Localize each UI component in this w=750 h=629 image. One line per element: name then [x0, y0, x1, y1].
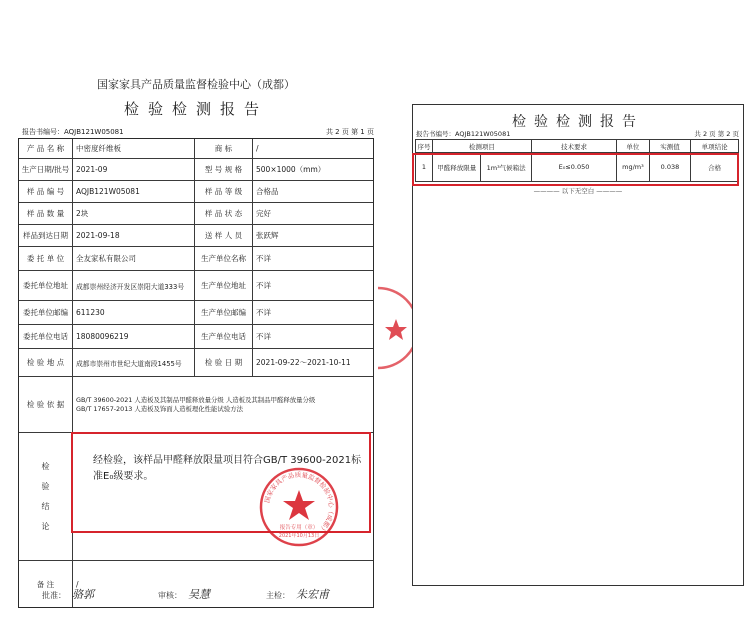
end-of-report-note: ———— 以下无空白 ————	[533, 187, 623, 195]
cell-value: 不详	[253, 271, 373, 301]
approve-signature	[42, 586, 94, 602]
seal-ring-text: 国家家具产品质量监督检验中心（成都）	[263, 470, 336, 535]
column-header: 检测项目	[432, 140, 531, 153]
cell-value: 合格品	[253, 181, 373, 203]
table-row	[416, 153, 739, 182]
cell-value: 611230	[73, 301, 195, 325]
cell-label: 生产日期/批号	[19, 159, 73, 181]
report-page-2	[412, 104, 744, 586]
cell-label: 检 验 地 点	[19, 349, 73, 377]
test-signature	[266, 586, 329, 602]
approve-name: 骆郭	[72, 588, 94, 601]
conclusion-char: 论	[41, 521, 50, 531]
cell-label: 委托单位电话	[19, 325, 73, 349]
cell-value: AQJB121W05081	[73, 181, 195, 203]
result-table	[415, 139, 739, 182]
basis-line: GB/T 17657-2013 人造板及饰面人造板理化性能试验方法	[76, 404, 243, 413]
cell-label: 产 品 名 称	[19, 139, 73, 159]
cross-page-seal	[372, 283, 412, 373]
cell-value: 2块	[73, 203, 195, 225]
cell-label: 委托单位地址	[19, 271, 73, 301]
cell-value: 全友家私有限公司	[73, 247, 195, 271]
cell-label: 商 标	[195, 139, 253, 159]
table-cell: 甲醛释放限量	[432, 153, 481, 182]
review-label: 审核：	[158, 591, 182, 600]
cell-value: 500×1000（mm）	[253, 159, 373, 181]
seal-inner-text: 报告专用（章）	[279, 525, 319, 531]
cell-label: 生产单位邮编	[195, 301, 253, 325]
conclusion-label	[19, 433, 73, 561]
organization-title: 国家家具产品质量监督检验中心（成都）	[97, 78, 295, 91]
report-page-1	[18, 66, 374, 626]
document-title: 检验检测报告	[123, 100, 268, 118]
cell-label: 生产单位地址	[195, 271, 253, 301]
cell-label: 样 品 编 号	[19, 181, 73, 203]
cell-value: 成都崇州经济开发区崇阳大道333号	[73, 271, 195, 301]
cell-value: 不详	[253, 247, 373, 271]
cell-value: 完好	[253, 203, 373, 225]
test-label: 主检：	[266, 591, 290, 600]
column-header: 单位	[617, 140, 649, 153]
table-cell: 1	[416, 153, 433, 182]
cell-label: 检 验 依 据	[19, 377, 73, 433]
cell-value: 18080096219	[73, 325, 195, 349]
conclusion-text: 经检验，该样品甲醛释放限量项目符合GB/T 39600-2021标准E₀级要求。	[93, 455, 362, 482]
cell-value: 2021-09	[73, 159, 195, 181]
column-header: 单项结论	[691, 140, 739, 153]
cell-value: 2021-09-22～2021-10-11	[253, 349, 373, 377]
column-header: 技术要求	[531, 140, 616, 153]
document-title: 检验检测报告	[512, 114, 644, 130]
table-cell: E₀≤0.050	[531, 153, 616, 182]
table-cell: 合格	[691, 153, 739, 182]
cell-value: 张跃辉	[253, 225, 373, 247]
approve-label: 批准：	[42, 591, 66, 600]
official-seal	[258, 466, 340, 548]
test-name: 朱宏甫	[296, 588, 329, 601]
conclusion-char: 检	[41, 461, 50, 471]
basis-line: GB/T 39600-2021 人造板及其制品甲醛释放量分级 人造板及其制品甲醛释放量分级	[76, 395, 316, 404]
table-cell: 1m³气候箱法	[481, 153, 531, 182]
cell-value: 成都市崇州市世纪大道南段1455号	[73, 349, 195, 377]
column-header: 序号	[416, 140, 433, 153]
cell-label: 检 验 日 期	[195, 349, 253, 377]
cell-value: 不详	[253, 301, 373, 325]
cell-label: 送 样 人 员	[195, 225, 253, 247]
cell-value: 中密度纤维板	[73, 139, 195, 159]
report-number: 报告书编号：AQJB121W05081	[416, 130, 511, 138]
cell-label: 样 品 等 级	[195, 181, 253, 203]
cell-value: /	[253, 139, 373, 159]
cell-value: 2021-09-18	[73, 225, 195, 247]
cell-label: 委 托 单 位	[19, 247, 73, 271]
column-header: 实测值	[649, 140, 691, 153]
cell-value: /	[76, 579, 79, 589]
page-indicator: 共 2 页 第 1 页	[325, 128, 374, 136]
cell-label: 样 品 数 量	[19, 203, 73, 225]
cell-label: 生产单位电话	[195, 325, 253, 349]
report-number: 报告书编号：AQJB121W05081	[22, 128, 124, 136]
page-indicator: 共 2 页 第 2 页	[694, 130, 739, 138]
cell-label: 备 注	[19, 561, 73, 607]
review-signature	[158, 586, 210, 602]
conclusion-char: 结	[41, 501, 50, 511]
cell-label: 生产单位名称	[195, 247, 253, 271]
cell-label: 型 号 规 格	[195, 159, 253, 181]
basis-cell	[73, 377, 373, 433]
table-cell: 0.038	[649, 153, 691, 182]
cell-label: 样品到达日期	[19, 225, 73, 247]
cell-value: 不详	[253, 325, 373, 349]
cell-label: 样 品 状 态	[195, 203, 253, 225]
seal-date-text: 2021年10月13日	[278, 533, 320, 539]
table-header-row	[416, 140, 739, 153]
review-name: 吴慧	[188, 588, 210, 601]
cell-label: 委托单位邮编	[19, 301, 73, 325]
conclusion-char: 验	[41, 481, 50, 491]
table-cell: mg/m³	[617, 153, 649, 182]
